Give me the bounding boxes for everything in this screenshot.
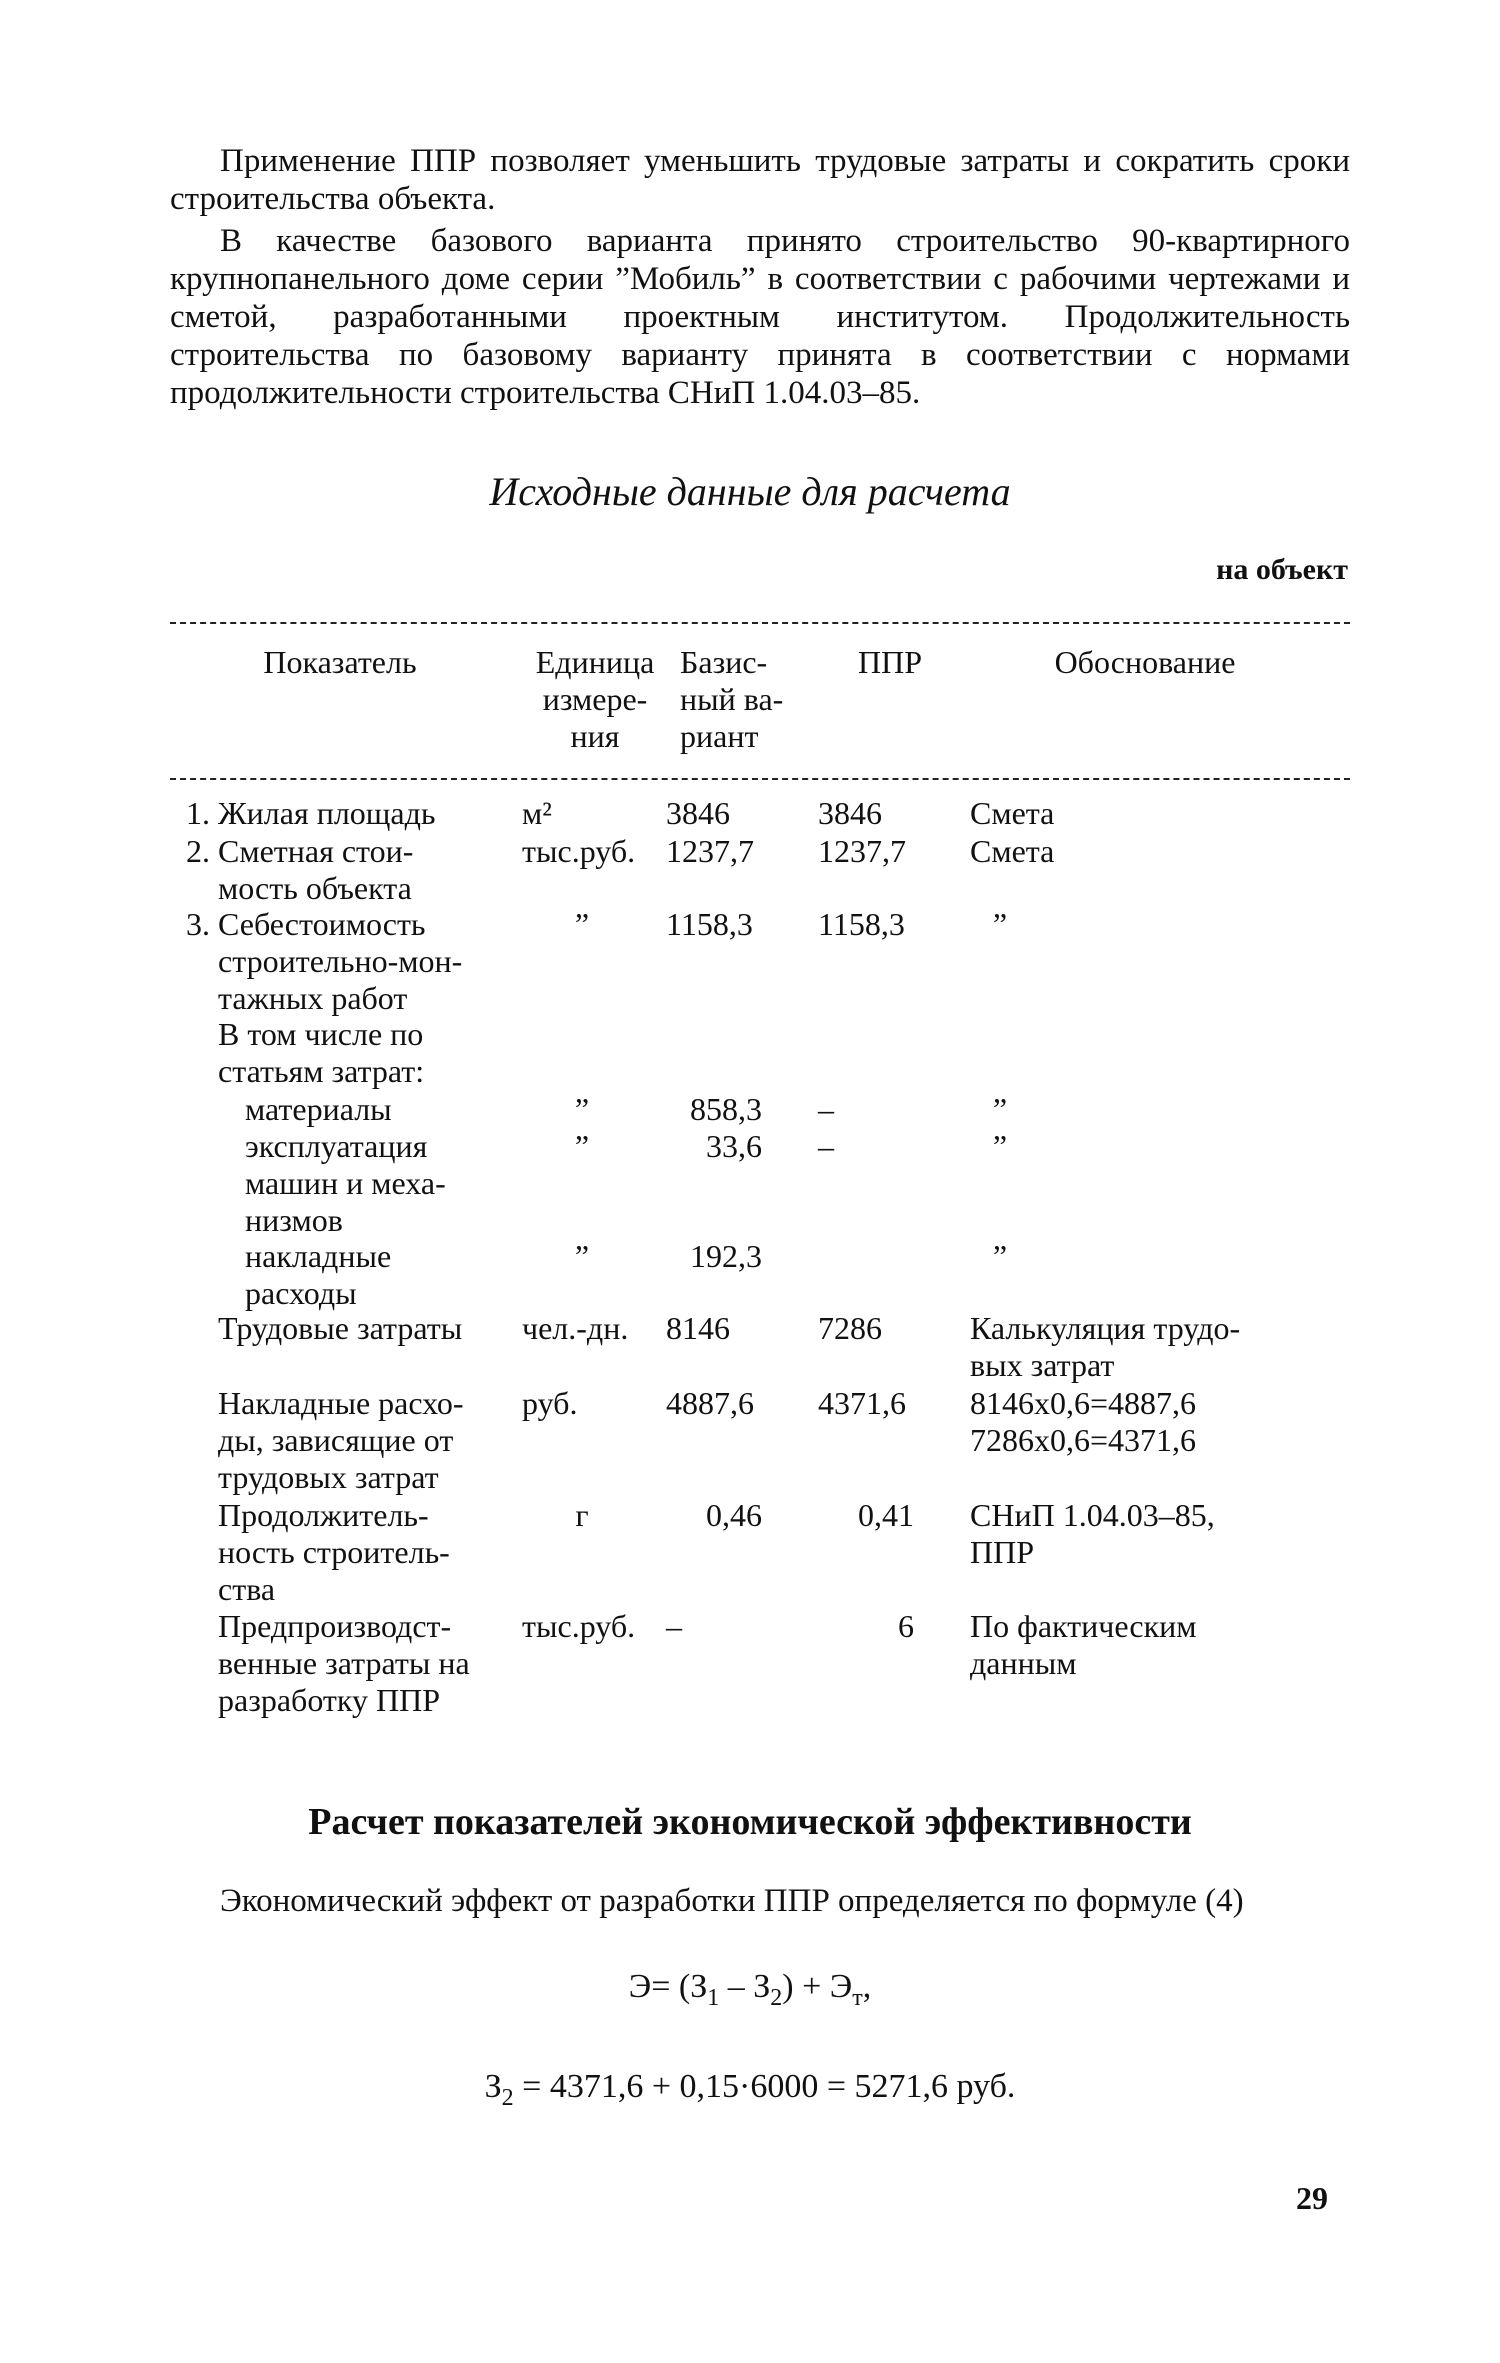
row-base-value: 4887,6 xyxy=(666,1385,754,1421)
header-ppr: ППР xyxy=(857,644,922,680)
row-justification: ” xyxy=(992,906,1008,942)
row-ppr-value: 3846 xyxy=(818,795,882,831)
row-ppr-value: 0,41 xyxy=(858,1497,914,1533)
section-title: Расчет показателей экономической эффективности xyxy=(308,1801,1192,1843)
row-indicator: Жилая площадь xyxy=(218,795,436,831)
header-unit: Единица измере- ния xyxy=(535,644,655,754)
row-unit: г xyxy=(575,1497,589,1533)
row-justification: СНиП 1.04.03–85, ППР xyxy=(970,1497,1215,1570)
row-indicator: накладные расходы xyxy=(245,1238,392,1311)
row-justification: Калькуляция трудо- вых затрат xyxy=(970,1310,1241,1383)
formula-cost: $З_2 = 4371,6 + 0,15\cdot 6000 = 5271,6$ руб. xyxy=(484,2068,1016,2111)
row-unit: ” xyxy=(574,906,590,942)
row-justification: ” xyxy=(992,1091,1008,1127)
row-unit: ” xyxy=(574,1091,590,1127)
row-ppr-value: 7286 xyxy=(818,1310,882,1346)
table-top-rule xyxy=(170,622,1350,624)
row-indicator: Трудовые затраты xyxy=(218,1310,463,1346)
row-indicator: эксплуатация машин и меха- низмов xyxy=(245,1128,446,1238)
intro-paragraph-1: Применение ППР позволяет уменьшить трудовые затраты и сократить сроки строительства объекта. xyxy=(170,143,1350,217)
row-base-value: – xyxy=(666,1608,682,1644)
row-ppr-value: – xyxy=(818,1128,834,1164)
row-base-value: 0,46 xyxy=(706,1497,762,1533)
table-header-rule xyxy=(170,778,1350,780)
row-indicator: материалы xyxy=(245,1091,392,1127)
row-justification: ” xyxy=(992,1128,1008,1164)
row-base-value: 1158,3 xyxy=(666,906,753,942)
row-ppr-value: 4371,6 xyxy=(818,1385,906,1421)
row-unit: тыс.руб. xyxy=(522,1608,636,1644)
row-base-value: 858,3 xyxy=(690,1091,762,1127)
row-base-value: 1237,7 xyxy=(666,833,754,869)
header-justification: Обоснование xyxy=(1054,644,1236,680)
effect-paragraph: Экономический эффект от разработки ППР определяется по формуле (4) xyxy=(220,1883,1244,1919)
row-number: 2. xyxy=(186,833,210,869)
row-justification: Смета xyxy=(970,833,1055,869)
row-indicator: В том числе по статьям затрат: xyxy=(218,1016,425,1089)
row-base-value: 192,3 xyxy=(690,1238,762,1274)
page-number: 29 xyxy=(1296,2180,1328,2216)
row-unit: тыс.руб. xyxy=(522,833,636,869)
row-ppr-value: 1237,7 xyxy=(818,833,906,869)
row-justification: 8146х0,6=4887,6 7286х0,6=4371,6 xyxy=(970,1385,1197,1458)
row-number: 1. xyxy=(186,795,210,831)
row-base-value: 3846 xyxy=(666,795,730,831)
row-justification: По фактическим данным xyxy=(970,1608,1197,1681)
row-indicator: Накладные расхо- ды, зависящие от трудовых затрат xyxy=(218,1385,464,1495)
header-indicator: Показатель xyxy=(263,644,417,680)
row-base-value: 33,6 xyxy=(706,1128,762,1164)
row-ppr-value: 1158,3 xyxy=(818,906,905,942)
row-base-value: 8146 xyxy=(666,1310,730,1346)
row-unit: чел.-дн. xyxy=(522,1310,629,1346)
row-unit: ” xyxy=(574,1128,590,1164)
row-ppr-value: – xyxy=(818,1091,834,1127)
row-justification: Смета xyxy=(970,795,1055,831)
row-justification: ” xyxy=(992,1238,1008,1274)
formula-effect: $Э= (З_1 - З_2) + Э_т$, xyxy=(628,1968,872,2011)
row-unit: ” xyxy=(574,1238,590,1274)
row-indicator: Предпроизводст- венные затраты на разработку ППР xyxy=(218,1608,470,1718)
row-unit: м² xyxy=(522,795,552,831)
header-base: Базис- ный ва- риант xyxy=(680,644,784,754)
row-unit: руб. xyxy=(522,1385,578,1421)
row-indicator: Продолжитель- ность строитель- ства xyxy=(218,1497,450,1607)
row-indicator: Себестоимость строительно-мон- тажных работ xyxy=(218,906,463,1016)
table-title: Исходные данные для расчета xyxy=(489,469,1011,514)
row-number: 3. xyxy=(186,906,210,942)
unit-note: на объект xyxy=(1216,553,1348,586)
row-indicator: Сметная стои- мость объекта xyxy=(218,833,414,906)
intro-paragraph-2: В качестве базового варианта принято строительство 90-квартирного крупнопанельного доме серии ”Мобиль” в соответствии с рабочими чертежами и сметой, разработанными проектным институтом. Продолжительность строительства по базовому варианту принята в соответствии с нормами продолжительности строительства СНиП 1.04.03–85. xyxy=(170,223,1350,411)
row-ppr-value: 6 xyxy=(898,1608,914,1644)
